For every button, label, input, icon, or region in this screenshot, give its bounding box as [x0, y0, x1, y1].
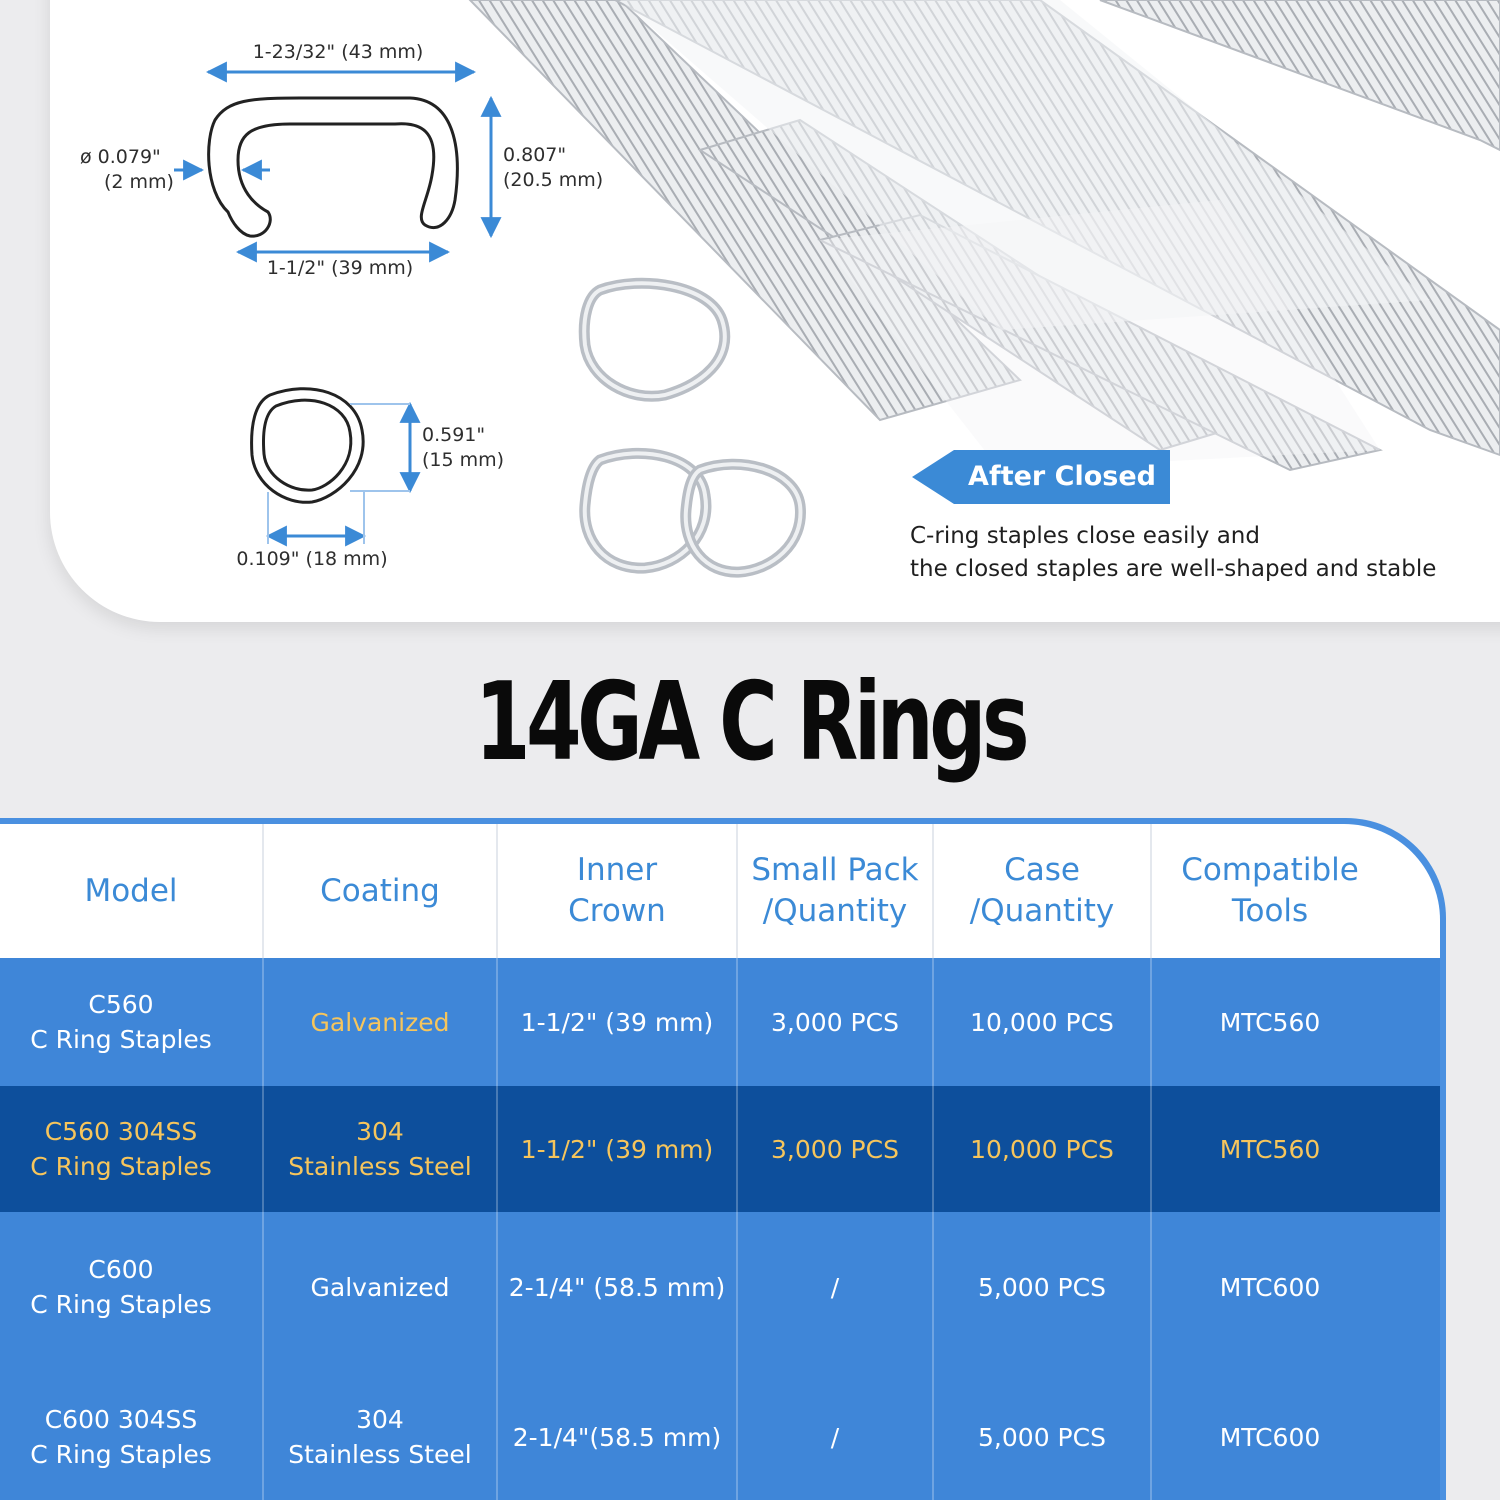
row4-model: C600 304SS C Ring Staples	[30, 1405, 212, 1469]
height-label: 0.807"	[503, 144, 567, 166]
row3-coating: Galvanized	[310, 1272, 450, 1302]
table-row	[0, 1212, 1440, 1362]
row3-tools: MTC600	[1219, 1272, 1321, 1302]
closed-height-mm-label: (15 mm)	[422, 449, 505, 471]
wire-dia-label: ø 0.079"	[80, 146, 161, 168]
header-case-quantity: Case /Quantity	[969, 852, 1115, 929]
closed-height-label: 0.591"	[422, 424, 486, 446]
row4-case-quantity: 5,000 PCS	[978, 1422, 1106, 1452]
after-closed-description	[910, 520, 1436, 586]
row3-inner-crown: 2-1/4" (58.5 mm)	[508, 1272, 726, 1302]
outer-width-label: 1-23/32" (43 mm)	[252, 41, 424, 63]
closed-ring-drawing	[252, 389, 364, 503]
row2-case-quantity: 10,000 PCS	[970, 1134, 1114, 1164]
header-compatible-tools: Compatible Tools	[1181, 852, 1359, 929]
row2-inner-crown: 1-1/2" (39 mm)	[520, 1134, 714, 1164]
page-title: 14GA C Rings	[474, 660, 1026, 785]
table-row	[0, 958, 1440, 1086]
spec-table	[0, 818, 1446, 1500]
row4-coating: 304 Stainless Steel	[288, 1405, 472, 1469]
row1-model: C560 C Ring Staples	[30, 990, 212, 1054]
row1-tools: MTC560	[1219, 1007, 1321, 1037]
row1-inner-crown: 1-1/2" (39 mm)	[520, 1007, 714, 1037]
row2-small-pack: 3,000 PCS	[771, 1134, 899, 1164]
row1-case-quantity: 10,000 PCS	[970, 1007, 1114, 1037]
row1-small-pack: 3,000 PCS	[771, 1007, 899, 1037]
wire-dia-mm-label: (2 mm)	[104, 171, 174, 193]
row2-tools: MTC560	[1219, 1134, 1321, 1164]
row3-small-pack: /	[830, 1272, 840, 1302]
row2-coating: 304 Stainless Steel	[288, 1117, 472, 1181]
closed-ring-photos	[584, 283, 800, 572]
header-coating: Coating	[320, 872, 440, 909]
row4-small-pack: /	[830, 1422, 840, 1452]
height-mm-label: (20.5 mm)	[503, 169, 604, 191]
row4-tools: MTC600	[1219, 1422, 1321, 1452]
c-ring-drawing	[209, 98, 458, 236]
inner-width-label: 1-1/2" (39 mm)	[266, 257, 414, 279]
after-closed-badge	[912, 450, 1170, 504]
table-row	[0, 1362, 1440, 1500]
after-closed-desc-line1: C-ring staples close easily and	[910, 523, 1260, 549]
table-row	[0, 1086, 1440, 1212]
row3-case-quantity: 5,000 PCS	[978, 1272, 1106, 1302]
header-small-pack: Small Pack /Quantity	[751, 852, 919, 929]
row3-model: C600 C Ring Staples	[30, 1255, 212, 1319]
row1-coating: Galvanized	[310, 1007, 450, 1037]
header-inner-crown: Inner Crown	[568, 852, 666, 929]
staple-strips-photo	[470, 0, 1500, 470]
row4-inner-crown: 2-1/4"(58.5 mm)	[512, 1422, 722, 1452]
header-model: Model	[84, 872, 178, 909]
after-closed-desc-line2: the closed staples are well-shaped and stable	[910, 556, 1437, 582]
table-header-row	[0, 824, 1440, 958]
closed-width-label: 0.109" (18 mm)	[236, 548, 388, 570]
row2-model: C560 304SS C Ring Staples	[30, 1117, 212, 1181]
after-closed-label: After Closed	[968, 461, 1156, 492]
